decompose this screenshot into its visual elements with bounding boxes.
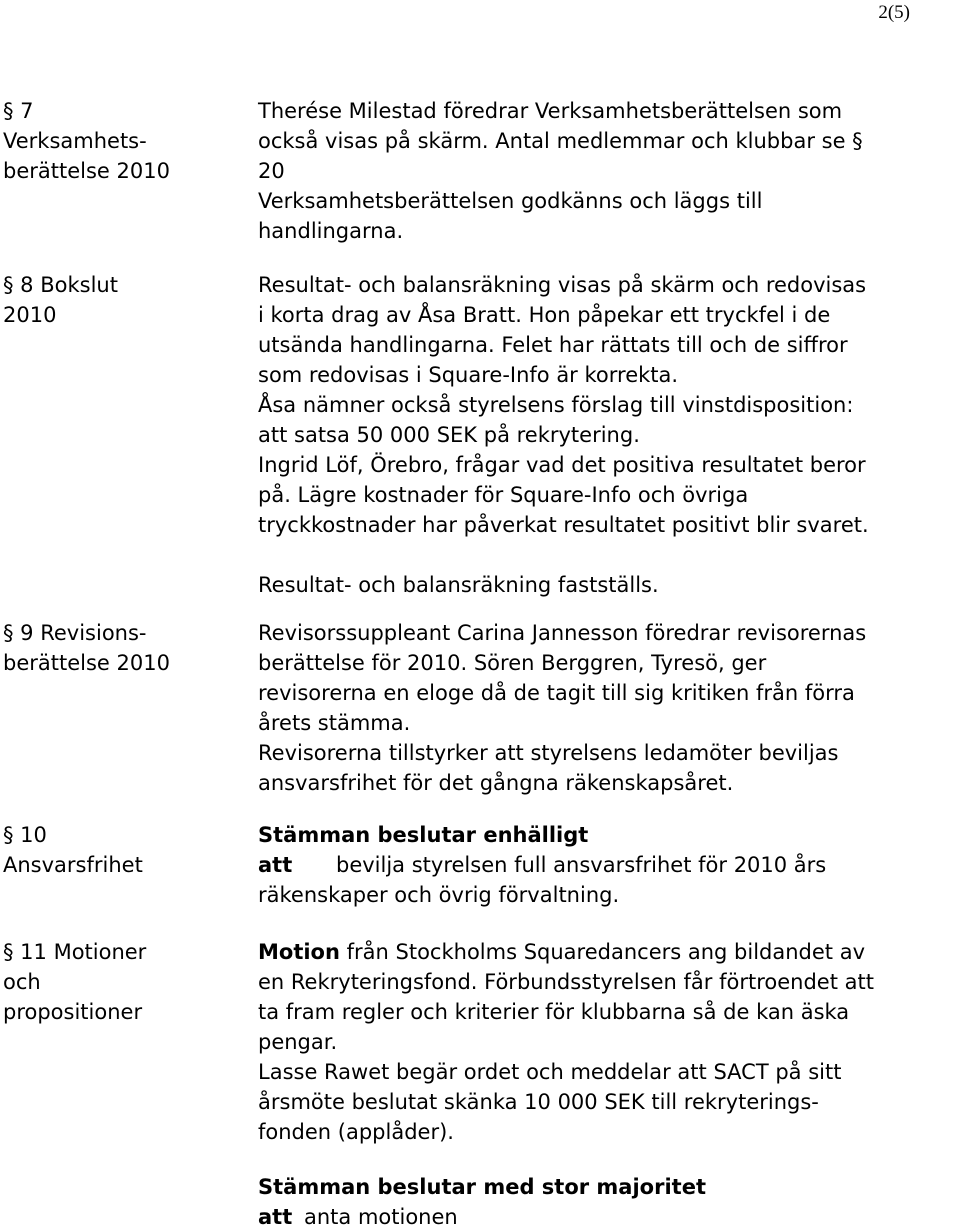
section-7-heading (3, 96, 243, 186)
section-10-heading (3, 820, 243, 880)
att-keyword: att (258, 1205, 293, 1229)
section-10-heading-line: Ansvarsfrihet (3, 853, 143, 877)
section-9-body (258, 618, 958, 798)
body-line: årsmöte beslutat skänka 10 000 SEK till rekryterings- (258, 1090, 819, 1114)
decision-heading: Stämman beslutar med stor majoritet (258, 1175, 706, 1199)
section-11-heading-line: § 11 Motioner (3, 940, 147, 964)
section-11-heading-line: och (3, 970, 41, 994)
motion-keyword: Motion (258, 940, 340, 964)
section-10-heading-line: § 10 (3, 823, 47, 847)
body-line: Revisorerna tillstyrker att styrelsens ledamöter beviljas (258, 741, 839, 765)
body-line: ta fram regler och kriterier för klubbarna så de kan äska (258, 1000, 850, 1024)
body-line: som redovisas i Square-Info är korrekta. (258, 363, 679, 387)
body-line: fonden (applåder). (258, 1120, 454, 1144)
blank-line (258, 1147, 958, 1172)
att-keyword: att (258, 853, 293, 877)
section-8-heading-line: 2010 (3, 303, 57, 327)
body-line: utsända handlingarna. Felet har rättats till och de siffror (258, 333, 848, 357)
decision-text: anta motionen (304, 1205, 458, 1229)
section-8-heading (3, 270, 243, 330)
decision-line (258, 850, 958, 880)
motion-text: från Stockholms Squaredancers ang bildandet av (346, 940, 866, 964)
section-9-heading (3, 618, 243, 678)
body-line: handlingarna. (258, 219, 404, 243)
body-line (258, 937, 958, 967)
decision-text: bevilja styrelsen full ansvarsfrihet för 2010 års (336, 853, 827, 877)
section-11-heading-line: propositioner (3, 1000, 143, 1024)
body-line: räkenskaper och övrig förvaltning. (258, 883, 620, 907)
section-7-heading-line: berättelse 2010 (3, 159, 170, 183)
body-line: ansvarsfrihet för det gångna räkenskapsåret. (258, 771, 734, 795)
section-9-heading-line: berättelse 2010 (3, 651, 170, 675)
section-7-heading-line: Verksamhets- (3, 129, 147, 153)
body-line: 20 (258, 159, 285, 183)
body-line: Therése Milestad föredrar Verksamhetsberättelsen som (258, 99, 843, 123)
body-line: på. Lägre kostnader för Square-Info och övriga (258, 483, 749, 507)
body-line: pengar. (258, 1030, 338, 1054)
page-number: 2(5) (878, 2, 910, 23)
body-line: Resultat- och balansräkning fastställs. (258, 573, 659, 597)
body-line: Lasse Rawet begär ordet och meddelar att SACT på sitt (258, 1060, 842, 1084)
section-7-heading-line: § 7 (3, 99, 34, 123)
blank-line (258, 540, 958, 570)
body-line: Resultat- och balansräkning visas på skärm och redovisas (258, 273, 867, 297)
body-line: årets stämma. (258, 711, 411, 735)
section-8-body (258, 270, 958, 600)
body-line: Verksamhetsberättelsen godkänns och läggs till (258, 189, 763, 213)
body-line: Revisorssuppleant Carina Jannesson föredrar revisorernas (258, 621, 867, 645)
body-line: Åsa nämner också styrelsens förslag till vinstdisposition: (258, 393, 854, 417)
decision-heading: Stämman beslutar enhälligt (258, 823, 589, 847)
body-line: revisorerna en eloge då de tagit till sig kritiken från förra (258, 681, 855, 705)
section-10-body (258, 820, 958, 910)
body-line: också visas på skärm. Antal medlemmar och klubbar se § (258, 129, 863, 153)
body-line: en Rekryteringsfond. Förbundsstyrelsen får förtroendet att (258, 970, 874, 994)
body-line: Ingrid Löf, Örebro, frågar vad det positiva resultatet beror (258, 453, 866, 477)
section-7-body (258, 96, 958, 246)
section-11-body (258, 937, 958, 1232)
body-line: att satsa 50 000 SEK på rekrytering. (258, 423, 640, 447)
body-line: berättelse för 2010. Sören Berggren, Tyresö, ger (258, 651, 767, 675)
section-8-heading-line: § 8 Bokslut (3, 273, 118, 297)
section-9-heading-line: § 9 Revisions- (3, 621, 147, 645)
decision-line (258, 1202, 958, 1232)
section-11-heading (3, 937, 243, 1027)
body-line: tryckkostnader har påverkat resultatet positivt blir svaret. (258, 513, 869, 537)
body-line: i korta drag av Åsa Bratt. Hon påpekar ett tryckfel i de (258, 303, 831, 327)
